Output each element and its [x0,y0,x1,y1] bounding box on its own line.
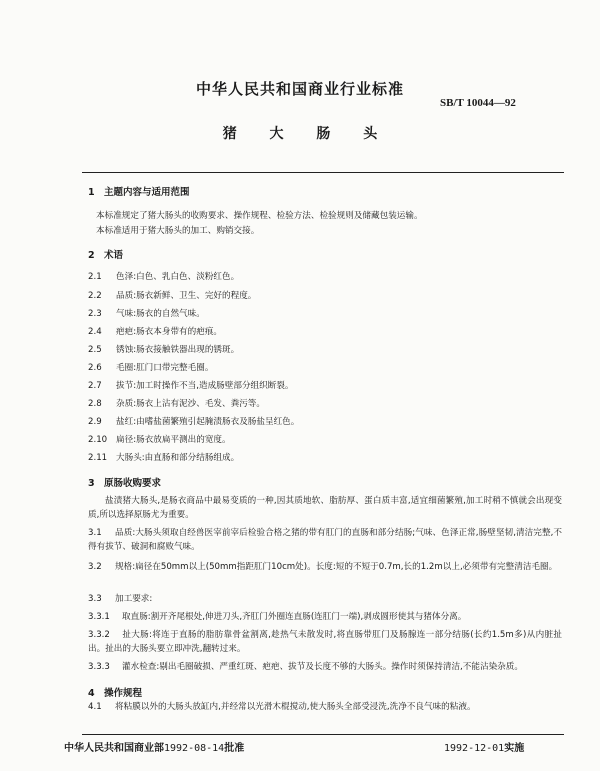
term-item [88,433,231,445]
clause-number: 3.3.3 [88,662,110,672]
paragraph-3-2 [88,560,562,574]
issue-date: 1992-08-14 [164,743,225,754]
term-text: 盐红:由嗜盐菌繁殖引起腌渍肠衣及肠盐呈红色。 [116,417,300,427]
section-title: 操作规程 [104,688,143,699]
term-number: 2.6 [88,363,102,373]
section-title: 术语 [104,250,124,261]
clause-number: 3.1 [88,528,102,538]
header-rule [82,172,564,173]
section-number: 4 [88,688,95,699]
section-number: 3 [88,478,95,489]
footer-rule [82,734,564,735]
clause-text: 扯大肠:将连于直肠的脂肪靠骨盆割离,趁热气未散发时,将直肠带肛门及肠腺连一部分结肠(长约1.5m多)从内脏扯出。扯出的大肠头要立即冲洗,翻转过来。 [88,630,562,654]
clause-number: 3.2 [88,562,102,572]
term-text: 品质:肠衣新鲜、卫生、完好的程度。 [116,291,257,301]
term-item [88,361,213,373]
paragraph-3-3-3 [88,660,562,674]
section-3-intro: 盐渍猪大肠头,是肠衣商品中最易变质的一种,因其质地软、脂肪厚、蛋白质丰富,适宜细菌繁殖,加工时稍不慎就会出现变质,所以选择原肠尤为重要。 [88,496,562,520]
term-item [88,307,205,319]
section-title: 原肠收购要求 [104,478,162,489]
term-number: 2.9 [88,417,102,427]
term-number: 2.3 [88,309,102,319]
clause-text: 灌水检查:剔出毛圈破损、严重红斑、疤疤、拔节及长度不够的大肠头。操作时须保持清洁,不能沾染杂质。 [122,662,523,672]
paragraph-3-3-2 [88,628,562,656]
term-text: 杂质:肠衣上沾有泥沙、毛发、粪污等。 [116,399,265,409]
clause-number: 4.1 [88,702,102,712]
paragraph-3-3 [88,592,562,606]
section-4-heading [88,685,142,699]
paragraph: 本标准适用于猪大肠头的加工、购销交接。 [96,226,260,236]
standard-code: SB/T 10044—92 [440,97,516,109]
section-title: 主题内容与适用范围 [104,187,190,198]
term-text: 色泽:白色、乳白色、淡粉红色。 [116,272,240,282]
clause-text: 将粘膜以外的大肠头放缸内,并经常以光滑木棍搅动,使大肠头全部受浸洗,洗净不良气味的粘液。 [115,702,476,712]
paragraph-3-3-1 [88,610,562,624]
term-item [88,451,239,463]
clause-text: 品质:大肠头须取自经兽医宰前宰后检验合格之猪的带有肛门的直肠和部分结肠;气味、色泽正常,肠壁坚韧,清洁完整,不得有拔节、破洞和腐败气味。 [88,528,562,552]
term-number: 2.4 [88,327,102,337]
term-item [88,397,265,409]
paragraph-4-1 [88,700,562,714]
term-number: 2.5 [88,345,102,355]
term-number: 2.7 [88,381,102,391]
term-item [88,415,299,427]
section-2-heading [88,247,123,261]
effective-date: 1992-12-01 [444,743,505,754]
issue-line [64,739,244,754]
term-item [88,325,222,337]
clause-number: 3.3 [88,594,102,604]
term-text: 拔节:加工时操作不当,造成肠壁部分组织断裂。 [116,381,294,391]
paragraph-3-1 [88,526,562,554]
term-text: 锈蚀:肠衣接触铁器出现的锈斑。 [116,345,240,355]
clause-number: 3.3.1 [88,612,110,622]
term-item [88,379,294,391]
clause-text: 取直肠:割开齐尾根处,伸进刀头,齐肛门外圈连直肠(连肛门一端),剥成圆形使其与猪体分离。 [122,612,467,622]
effective-line [444,739,524,754]
document-title: 猪 大 肠 头 [222,126,392,142]
section-number: 1 [88,187,95,198]
term-text: 气味:肠衣的自然气味。 [116,309,205,319]
standard-title: 中华人民共和国商业行业标准 [195,80,404,98]
term-text: 大肠头:由直肠和部分结肠组成。 [116,453,240,463]
issue-word: 批准 [224,743,245,754]
term-number: 2.11 [88,453,108,463]
term-number: 2.10 [88,435,108,445]
issuer: 中华人民共和国商业部 [64,743,164,754]
clause-text: 加工要求: [115,594,153,604]
effective-word: 实施 [504,743,525,754]
term-text: 扁径:肠衣放扁平测出的宽度。 [116,435,231,445]
section-number: 2 [88,250,95,261]
term-number: 2.1 [88,272,102,282]
term-item [88,343,239,355]
clause-number: 3.3.2 [88,630,110,640]
clause-text: 规格:扁径在50mm以上(50mm指距肛门10cm处)。长度:短的不短于0.7m,长的1.2m以上,必须带有完整清洁毛圈。 [115,562,558,572]
term-number: 2.2 [88,291,102,301]
section-1-heading [88,184,190,198]
term-text: 疤疤:肠衣本身带有的疤痕。 [116,327,223,337]
term-item [88,289,256,301]
term-text: 毛圈:肛门口带完整毛圈。 [116,363,214,373]
term-item [88,270,239,282]
section-3-heading [88,475,161,489]
term-number: 2.8 [88,399,102,409]
paragraph: 本标准规定了猪大肠头的收购要求、操作规程、检验方法、检验规则及储藏包装运输。 [96,211,423,221]
